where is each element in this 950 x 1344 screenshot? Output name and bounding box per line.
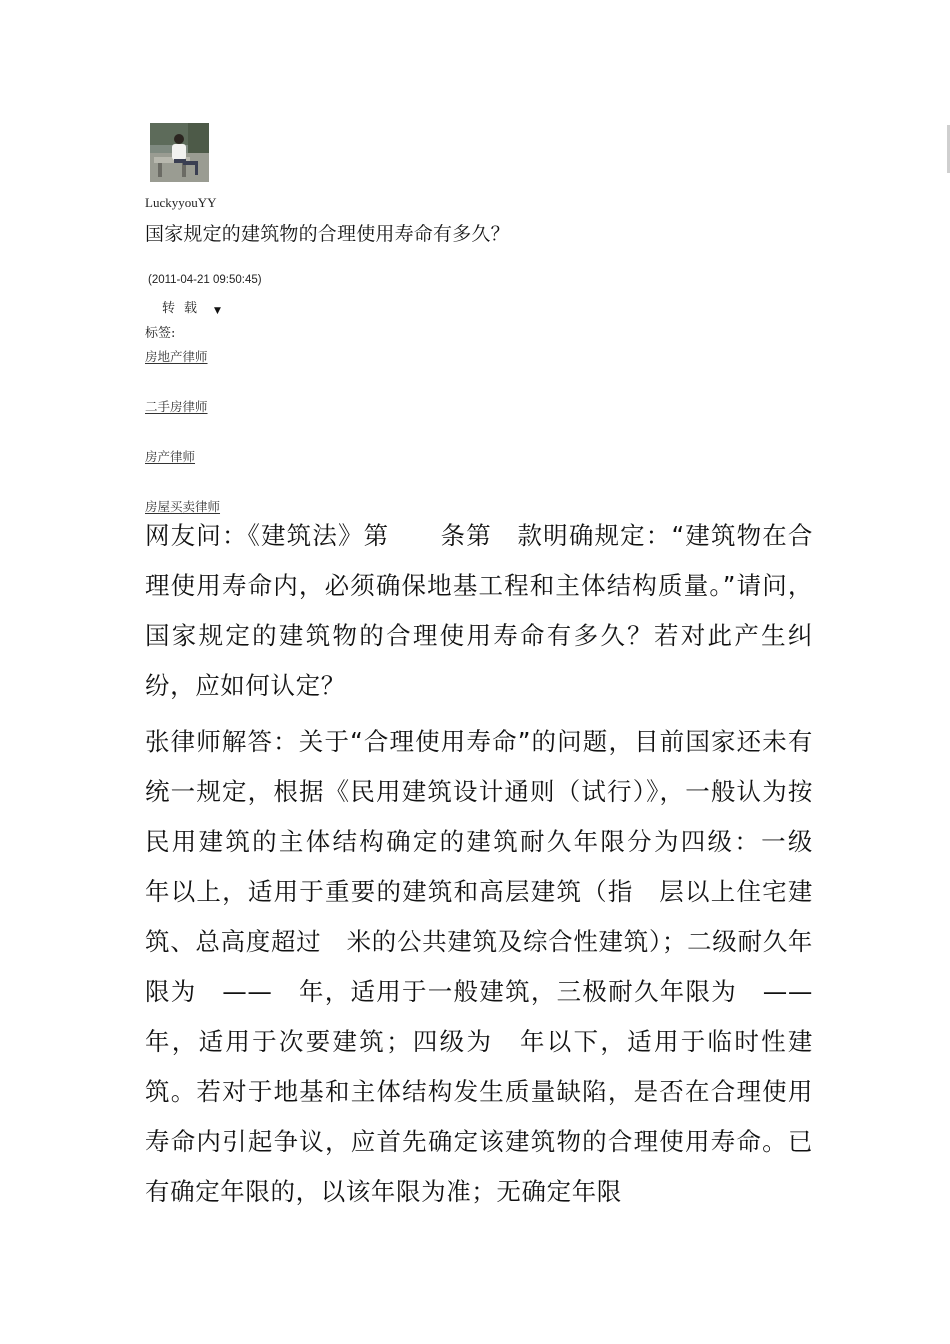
article-question-paragraph: 网友问：《建筑法》第 条第 款明确规定：“建筑物在合理使用寿命内，必须确保地基工程和主体结构质量。”请问，国家规定的建筑物的合理使用寿命有多久？若对此产生纠纷，应如何认定？ bbox=[145, 521, 813, 700]
tag-link-property-lawyer[interactable]: 房产律师 bbox=[145, 449, 196, 464]
article-answer-paragraph: 张律师解答：关于“合理使用寿命”的问题，目前国家还未有统一规定，根据《民用建筑设计通则（试行）》，一般认为按民用建筑的主体结构确定的建筑耐久年限分为四级：一级 年以上，适用于重要的建筑和高层建筑（指 层以上住宅建筑、总高度超过 米的公共建筑及综合性建筑）；二级耐久年限为 —— 年，适用于一般建筑，三极耐久年限为 —— 年，适用于次要建筑；四级为 年以下，适用于临时性建筑。若对于地基和主体结构发生质量缺陷，是否在合理使用寿命内引起争议，应首先确定该建筑物的合理使用寿命。已有确定年限的，以该年限为准；无确定年限 bbox=[145, 727, 864, 1206]
avatar[interactable] bbox=[150, 123, 209, 182]
avatar-photo bbox=[150, 123, 209, 182]
post-timestamp: (2011-04-21 09:50:45) bbox=[148, 274, 262, 286]
dropdown-arrow-icon[interactable]: ▼ bbox=[214, 306, 221, 316]
author-name[interactable]: LuckyyouYY bbox=[145, 195, 217, 210]
repost-button[interactable]: 转载 bbox=[162, 301, 207, 316]
tags-label: 标签: bbox=[145, 326, 176, 341]
tag-link-house-sale-lawyer[interactable]: 房屋买卖律师 bbox=[145, 499, 221, 514]
tag-link-second-hand-house-lawyer[interactable]: 二手房律师 bbox=[145, 399, 208, 414]
post-title: 国家规定的建筑物的合理使用寿命有多久？ bbox=[145, 223, 510, 245]
tag-link-real-estate-lawyer[interactable]: 房地产律师 bbox=[145, 349, 208, 364]
